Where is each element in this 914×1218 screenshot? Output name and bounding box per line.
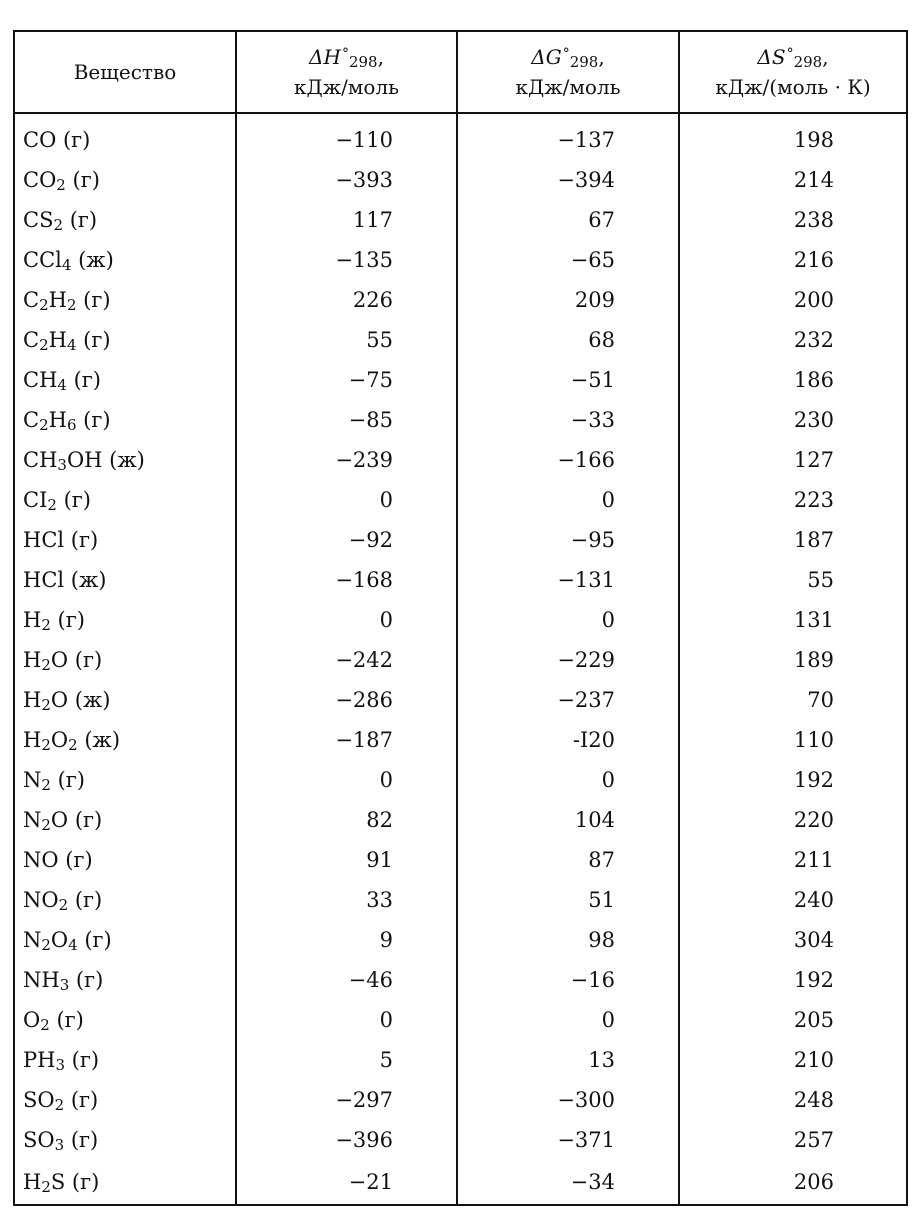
- formula-text: H: [48, 288, 67, 312]
- formula-subscript: 4: [66, 336, 77, 354]
- formula-text: C: [23, 408, 40, 432]
- table-row: [14, 600, 907, 640]
- formula-text: N: [23, 808, 42, 832]
- formula-text: CO: [23, 168, 57, 192]
- formula-text: CS: [23, 208, 54, 232]
- formula-text: (г): [49, 1008, 84, 1032]
- formula-text: SO: [23, 1088, 55, 1112]
- formula-subscript: 2: [54, 1096, 65, 1114]
- header-enthalpy-symbol: [241, 42, 452, 72]
- formula-subscript: 2: [41, 936, 51, 954]
- formula-text: (г): [64, 1088, 99, 1112]
- formula-subscript: 2: [41, 656, 51, 674]
- substance-cell: [14, 720, 236, 760]
- gibbs-symbol: ΔG: [531, 45, 562, 69]
- enthalpy-value: −135: [236, 240, 457, 280]
- table-row: [14, 480, 907, 520]
- formula-subscript: 3: [57, 456, 67, 474]
- enthalpy-comma: ,: [377, 45, 384, 69]
- entropy-value: 230: [679, 400, 907, 440]
- entropy-value: 205: [679, 1000, 907, 1040]
- enthalpy-value: −46: [236, 960, 457, 1000]
- enthalpy-value: −168: [236, 560, 457, 600]
- formula-subscript: 2: [39, 416, 49, 434]
- substance-cell: [14, 1080, 236, 1120]
- enthalpy-value: 0: [236, 480, 457, 520]
- gibbs-value: 68: [457, 320, 679, 360]
- entropy-value: 210: [679, 1040, 907, 1080]
- formula-text: S (г): [50, 1170, 100, 1194]
- entropy-value: 70: [679, 680, 907, 720]
- formula-text: CH: [23, 448, 58, 472]
- substance-cell: [14, 680, 236, 720]
- gibbs-value: 0: [457, 600, 679, 640]
- formula-text: (ж): [77, 728, 121, 752]
- formula-text: SO: [23, 1128, 55, 1152]
- substance-cell: [14, 920, 236, 960]
- formula-text: (ж): [71, 248, 114, 272]
- formula-text: H: [23, 608, 42, 632]
- entropy-value: 187: [679, 520, 907, 560]
- header-enthalpy-unit: кДж/моль: [293, 75, 400, 99]
- entropy-value: 238: [679, 200, 907, 240]
- formula-text: NH: [23, 968, 60, 992]
- entropy-comma: ,: [822, 45, 829, 69]
- header-entropy: [679, 31, 907, 113]
- formula-subscript: 4: [68, 936, 78, 954]
- formula-text: N: [23, 928, 42, 952]
- enthalpy-temperature: 298: [348, 53, 378, 71]
- formula-subscript: 2: [41, 736, 51, 754]
- formula-text: (г): [64, 1128, 99, 1152]
- enthalpy-value: 0: [236, 600, 457, 640]
- substance-cell: [14, 520, 236, 560]
- substance-cell: [14, 640, 236, 680]
- formula-subscript: 2: [68, 736, 78, 754]
- entropy-value: 216: [679, 240, 907, 280]
- entropy-value: 257: [679, 1120, 907, 1160]
- table-row: [14, 113, 907, 160]
- substance-cell: [14, 440, 236, 480]
- formula-text: H: [23, 648, 42, 672]
- header-entropy-symbol: [684, 42, 902, 72]
- formula-text: (г): [66, 368, 102, 392]
- formula-text: (г): [77, 928, 112, 952]
- thermodynamic-data-table: [13, 30, 908, 1206]
- substance-cell: [14, 400, 236, 440]
- enthalpy-degree: °: [341, 46, 349, 62]
- gibbs-value: -I20: [457, 720, 679, 760]
- table-row: [14, 640, 907, 680]
- entropy-value: 200: [679, 280, 907, 320]
- enthalpy-value: −286: [236, 680, 457, 720]
- entropy-value: 214: [679, 160, 907, 200]
- header-substance: [14, 31, 236, 113]
- formula-text: O: [23, 1008, 41, 1032]
- table-row: [14, 520, 907, 560]
- formula-subscript: 2: [58, 896, 69, 914]
- formula-text: HCl (ж): [23, 568, 107, 592]
- substance-cell: [14, 880, 236, 920]
- table-row: [14, 1080, 907, 1120]
- enthalpy-value: −242: [236, 640, 457, 680]
- enthalpy-value: −110: [236, 113, 457, 160]
- formula-text: C: [23, 288, 40, 312]
- table-row: [14, 280, 907, 320]
- table-row: [14, 400, 907, 440]
- enthalpy-value: 82: [236, 800, 457, 840]
- table-row: [14, 720, 907, 760]
- formula-subscript: 2: [56, 176, 66, 194]
- substance-cell: [14, 320, 236, 360]
- formula-text: (г): [56, 488, 91, 512]
- formula-text: H: [23, 1170, 42, 1194]
- entropy-value: 304: [679, 920, 907, 960]
- enthalpy-value: −297: [236, 1080, 457, 1120]
- formula-subscript: 3: [59, 976, 70, 994]
- enthalpy-value: 91: [236, 840, 457, 880]
- formula-text: (г): [69, 968, 104, 992]
- formula-text: CO (г): [23, 128, 91, 152]
- header-gibbs-symbol: [462, 42, 674, 72]
- formula-text: H: [48, 408, 67, 432]
- gibbs-value: 51: [457, 880, 679, 920]
- gibbs-value: −16: [457, 960, 679, 1000]
- entropy-value: 240: [679, 880, 907, 920]
- formula-text: (г): [76, 288, 111, 312]
- formula-text: CCl: [23, 248, 62, 272]
- gibbs-value: −237: [457, 680, 679, 720]
- entropy-value: 211: [679, 840, 907, 880]
- header-entropy-unit: кДж/(моль · К): [715, 75, 871, 99]
- enthalpy-value: −92: [236, 520, 457, 560]
- formula-text: (г): [65, 168, 100, 192]
- substance-cell: [14, 560, 236, 600]
- header-gibbs: [457, 31, 679, 113]
- gibbs-value: 0: [457, 760, 679, 800]
- formula-text: N: [23, 768, 42, 792]
- substance-cell: [14, 280, 236, 320]
- entropy-value: 198: [679, 113, 907, 160]
- table-row: [14, 680, 907, 720]
- entropy-value: 131: [679, 600, 907, 640]
- formula-text: H: [48, 328, 67, 352]
- table-row: [14, 1000, 907, 1040]
- gibbs-comma: ,: [598, 45, 605, 69]
- gibbs-value: −300: [457, 1080, 679, 1120]
- gibbs-value: 0: [457, 1000, 679, 1040]
- formula-subscript: 6: [66, 416, 77, 434]
- substance-cell: [14, 600, 236, 640]
- enthalpy-value: 5: [236, 1040, 457, 1080]
- entropy-value: 248: [679, 1080, 907, 1120]
- header-gibbs-unit: кДж/моль: [515, 75, 621, 99]
- enthalpy-value: 0: [236, 760, 457, 800]
- entropy-value: 220: [679, 800, 907, 840]
- entropy-degree: °: [786, 46, 794, 62]
- formula-subscript: 2: [41, 816, 51, 834]
- table-row: [14, 1040, 907, 1080]
- formula-subscript: 4: [61, 256, 72, 274]
- entropy-value: 189: [679, 640, 907, 680]
- entropy-value: 192: [679, 960, 907, 1000]
- formula-subscript: 3: [55, 1056, 65, 1074]
- gibbs-value: −33: [457, 400, 679, 440]
- substance-cell: [14, 360, 236, 400]
- enthalpy-value: 0: [236, 1000, 457, 1040]
- formula-text: (г): [76, 408, 111, 432]
- entropy-value: 232: [679, 320, 907, 360]
- table-row: [14, 1120, 907, 1160]
- entropy-value: 55: [679, 560, 907, 600]
- gibbs-value: −394: [457, 160, 679, 200]
- gibbs-value: −95: [457, 520, 679, 560]
- formula-text: CI: [23, 488, 48, 512]
- table-row: [14, 360, 907, 400]
- substance-cell: [14, 240, 236, 280]
- enthalpy-value: 9: [236, 920, 457, 960]
- table-row: [14, 160, 907, 200]
- gibbs-value: −65: [457, 240, 679, 280]
- enthalpy-value: 55: [236, 320, 457, 360]
- formula-text: (г): [68, 888, 103, 912]
- formula-text: O (г): [50, 648, 103, 672]
- entropy-value: 110: [679, 720, 907, 760]
- gibbs-value: −166: [457, 440, 679, 480]
- formula-text: O (ж): [50, 688, 111, 712]
- gibbs-value: −131: [457, 560, 679, 600]
- formula-subscript: 2: [47, 496, 57, 514]
- table-header-row: [14, 31, 907, 113]
- enthalpy-value: −75: [236, 360, 457, 400]
- entropy-value: 206: [679, 1160, 907, 1205]
- formula-text: (г): [50, 608, 85, 632]
- enthalpy-value: −21: [236, 1160, 457, 1205]
- formula-subscript: 2: [40, 1016, 50, 1034]
- formula-text: (г): [65, 1048, 100, 1072]
- enthalpy-value: −396: [236, 1120, 457, 1160]
- table-row: [14, 840, 907, 880]
- gibbs-value: 209: [457, 280, 679, 320]
- table-row: [14, 200, 907, 240]
- formula-text: PH: [23, 1048, 56, 1072]
- enthalpy-value: 117: [236, 200, 457, 240]
- table-row: [14, 560, 907, 600]
- gibbs-value: −137: [457, 113, 679, 160]
- formula-text: HCl (г): [23, 528, 99, 552]
- enthalpy-value: −239: [236, 440, 457, 480]
- formula-subscript: 2: [53, 216, 64, 234]
- enthalpy-value: 226: [236, 280, 457, 320]
- formula-text: (г): [50, 768, 85, 792]
- entropy-symbol: ΔS: [757, 45, 786, 69]
- gibbs-degree: °: [562, 46, 570, 62]
- gibbs-value: 104: [457, 800, 679, 840]
- thermo-table-page: [13, 30, 906, 1210]
- table-row: [14, 800, 907, 840]
- formula-subscript: 2: [41, 616, 51, 634]
- formula-text: NO (г): [23, 848, 93, 872]
- substance-cell: [14, 200, 236, 240]
- substance-cell: [14, 1000, 236, 1040]
- substance-cell: [14, 840, 236, 880]
- formula-text: O (г): [50, 808, 103, 832]
- header-enthalpy: [236, 31, 457, 113]
- table-row: [14, 440, 907, 480]
- gibbs-value: −51: [457, 360, 679, 400]
- enthalpy-value: −187: [236, 720, 457, 760]
- entropy-temperature: 298: [793, 53, 823, 71]
- formula-text: NO: [23, 888, 59, 912]
- enthalpy-value: −393: [236, 160, 457, 200]
- enthalpy-value: 33: [236, 880, 457, 920]
- table-row: [14, 880, 907, 920]
- substance-cell: [14, 160, 236, 200]
- table-row: [14, 320, 907, 360]
- formula-subscript: 2: [39, 336, 49, 354]
- formula-text: (г): [63, 208, 98, 232]
- substance-cell: [14, 960, 236, 1000]
- formula-subscript: 4: [57, 376, 67, 394]
- formula-subscript: 2: [41, 776, 51, 794]
- formula-text: H: [23, 728, 42, 752]
- formula-subscript: 2: [41, 1178, 51, 1196]
- substance-cell: [14, 1160, 236, 1205]
- formula-subscript: 3: [54, 1136, 65, 1154]
- table-row: [14, 920, 907, 960]
- gibbs-value: −371: [457, 1120, 679, 1160]
- entropy-value: 186: [679, 360, 907, 400]
- substance-cell: [14, 1040, 236, 1080]
- entropy-value: 223: [679, 480, 907, 520]
- header-substance-label: Вещество: [73, 60, 177, 84]
- substance-cell: [14, 800, 236, 840]
- gibbs-value: 98: [457, 920, 679, 960]
- table-row: [14, 240, 907, 280]
- formula-text: O: [50, 728, 69, 752]
- enthalpy-symbol: ΔH: [309, 45, 341, 69]
- gibbs-value: −34: [457, 1160, 679, 1205]
- substance-cell: [14, 480, 236, 520]
- substance-cell: [14, 1120, 236, 1160]
- formula-text: (г): [76, 328, 111, 352]
- formula-text: OH (ж): [66, 448, 145, 472]
- formula-subscript: 2: [41, 696, 51, 714]
- table-body: [14, 113, 907, 1205]
- gibbs-value: 0: [457, 480, 679, 520]
- formula-text: O: [50, 928, 69, 952]
- enthalpy-value: −85: [236, 400, 457, 440]
- gibbs-value: −229: [457, 640, 679, 680]
- substance-cell: [14, 113, 236, 160]
- formula-text: H: [23, 688, 42, 712]
- table-row: [14, 960, 907, 1000]
- gibbs-value: 13: [457, 1040, 679, 1080]
- formula-text: C: [23, 328, 40, 352]
- table-row: [14, 760, 907, 800]
- gibbs-temperature: 298: [569, 53, 599, 71]
- substance-cell: [14, 760, 236, 800]
- formula-text: CH: [23, 368, 58, 392]
- entropy-value: 192: [679, 760, 907, 800]
- gibbs-value: 87: [457, 840, 679, 880]
- formula-subscript: 2: [66, 296, 77, 314]
- formula-subscript: 2: [39, 296, 49, 314]
- table-row: [14, 1160, 907, 1205]
- entropy-value: 127: [679, 440, 907, 480]
- gibbs-value: 67: [457, 200, 679, 240]
